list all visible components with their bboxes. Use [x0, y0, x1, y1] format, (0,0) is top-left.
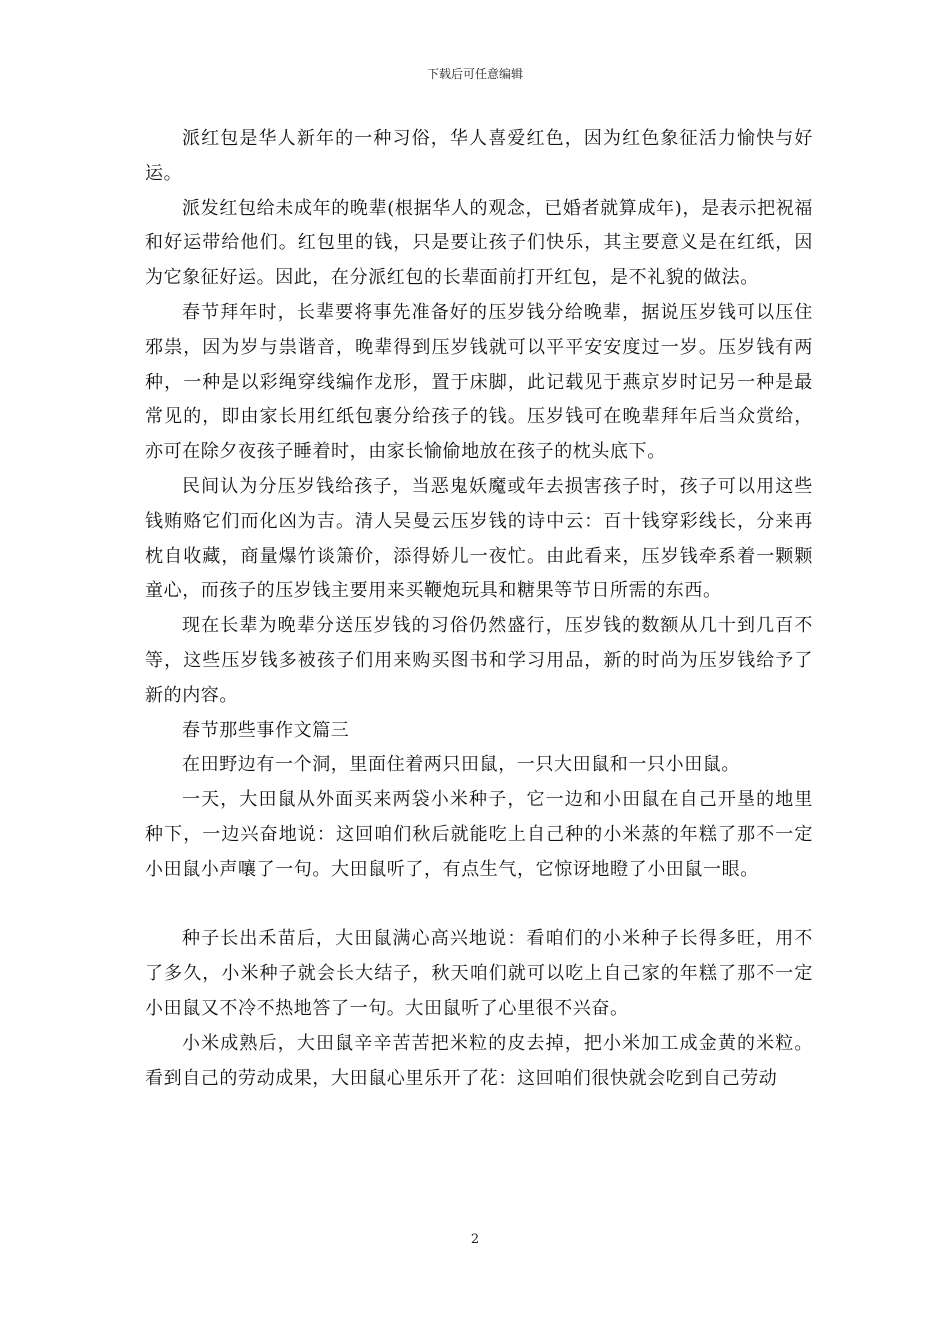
paragraph-red-envelope-custom: 派红包是华人新年的一种习俗，华人喜爱红色，因为红色象征活力愉快与好运。 [145, 128, 813, 184]
paragraph-story-intro: 在田野边有一个洞，里面住着两只田鼠，一只大田鼠和一只小田鼠。 [182, 754, 740, 776]
page-header: 下载后可任意编辑 [426, 67, 523, 81]
paragraph-story-harvest: 小米成熟后，大田鼠辛辛苦苦把米粒的皮去掉，把小米加工成金黄的米粒。看到自己的劳动成果，大田鼠心里乐开了花：这回咱们很快就会吃到自己劳动 [145, 1032, 813, 1089]
paragraph-story-planting: 一天，大田鼠从外面买来两袋小米种子，它一边和小田鼠在自己开垦的地里种下，一边兴奋地说：这回咱们秋后就能吃上自己种的小米蒸的年糕了那不一定小田鼠小声嚷了一句。大田鼠听了，有点生气，它惊讶地瞪了小田鼠一眼。 [145, 789, 813, 880]
paragraph-story-seedlings: 种子长出禾苗后，大田鼠满心高兴地说：看咱们的小米种子长得多旺，用不了多久，小米种子就会长大结子，秋天咱们就可以吃上自己家的年糕了那不一定小田鼠又不冷不热地答了一句。大田鼠听了心里很不兴奋。 [145, 928, 813, 1019]
page-number: 2 [470, 1232, 480, 1247]
document-body [145, 122, 813, 1096]
paragraph-red-envelope-meaning: 派发红包给未成年的晚辈(根据华人的观念，已婚者就算成年)，是表示把祝福和好运带给他们。红包里的钱，只是要让孩子们快乐，其主要意义是在红纸，因为它象征好运。因此，在分派红包的长辈面前打开红包，是不礼貌的做法。 [145, 197, 813, 289]
blank-line [145, 888, 813, 923]
section-title-part-three: 春节那些事作文篇三 [182, 719, 350, 741]
paragraph-lucky-money-origin: 春节拜年时，长辈要将事先准备好的压岁钱分给晚辈，据说压岁钱可以压住邪祟，因为岁与祟谐音，晚辈得到压岁钱就可以平平安安度过一岁。压岁钱有两种，一种是以彩绳穿线编作龙形，置于床脚，此记载见于燕京岁时记另一种是最常见的，即由家长用红纸包裹分给孩子的钱。压岁钱可在晚辈拜年后当众赏给，亦可在除夕夜孩子睡着时，由家长愉偷地放在孩子的枕头底下。 [145, 301, 813, 463]
paragraph-folk-belief: 民间认为分压岁钱给孩子，当恶鬼妖魔或年去损害孩子时，孩子可以用这些钱贿赂它们而化凶为吉。清人吴曼云压岁钱的诗中云：百十钱穿彩线长，分来再枕自收藏，商量爆竹谈箫价，添得娇儿一夜忙。由此看来，压岁钱牵系着一颗颗童心，而孩子的压岁钱主要用来买鞭炮玩具和糖果等节日所需的东西。 [145, 475, 813, 602]
paragraph-modern-custom: 现在长辈为晚辈分送压岁钱的习俗仍然盛行，压岁钱的数额从几十到几百不等，这些压岁钱多被孩子们用来购买图书和学习用品，新的时尚为压岁钱给予了新的内容。 [145, 615, 813, 706]
